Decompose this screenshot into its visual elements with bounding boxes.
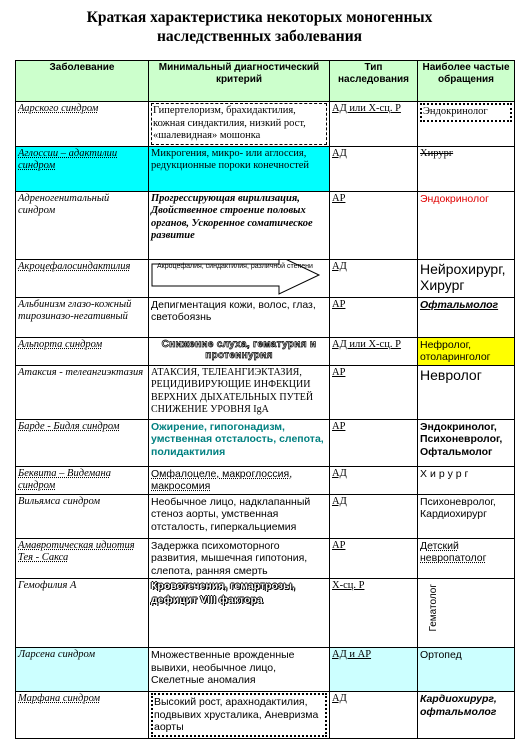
specialist-cell: Психоневролог, Кардиохирург: [418, 494, 515, 538]
specialist-cell: Гематолог: [418, 579, 515, 648]
criteria-cell: Депигментация кожи, волос, глаз, светобоязнь: [149, 297, 330, 337]
criteria-cell: Необычное лицо, надклапанный стеноз аорты, умственная отсталость, гиперкальциемия: [149, 494, 330, 538]
criteria-cell: Прогрессирующая вирилизация, Двойственное строение половых органов, Ускоренное соматическое развитие: [149, 191, 330, 259]
page-title: [0, 8, 519, 46]
specialist-cell: Нефролог, отоларинголог: [418, 337, 515, 365]
inheritance-cell: АД и АР: [330, 648, 418, 692]
table-row: [16, 191, 515, 259]
header-specialist: Наиболее частые обращения: [418, 61, 515, 102]
inheritance-cell: АД: [330, 494, 418, 538]
table-row: [16, 648, 515, 692]
specialist-cell: Хирург: [418, 146, 515, 191]
specialist-cell: Эндокринолог: [418, 102, 515, 147]
criteria-cell: Омфалоцеле, макроглоссия, макросомия: [149, 466, 330, 494]
criteria-cell: Кровотечения, гемартрозы, дефицит VIII фактора: [149, 579, 330, 648]
inheritance-cell: АР: [330, 365, 418, 419]
disease-cell: Адреногенитальный синдром: [16, 191, 149, 259]
disease-cell: Аарского синдром: [16, 102, 149, 147]
header-inheritance: Тип наследования: [330, 61, 418, 102]
title-line-1: Краткая характеристика некоторых моногенных: [86, 9, 433, 26]
disease-cell: Акроцефалосиндактилия: [16, 259, 149, 297]
specialist-cell: Офтальмолог: [418, 297, 515, 337]
specialist-cell: Детский невропатолог: [418, 538, 515, 579]
criteria-cell: [149, 259, 330, 297]
inheritance-cell: АД: [330, 259, 418, 297]
inheritance-cell: АР: [330, 419, 418, 466]
criteria-cell: Снижение слуха, гематурия и протеинурия: [149, 337, 330, 365]
disease-cell: Атаксия - телеангиэктазия: [16, 365, 149, 419]
table-row: [16, 259, 515, 297]
arrow-callout-text: Акроцефалия, синдактилия, различной степени: [157, 262, 313, 270]
disease-cell: Барде - Бидля синдром: [16, 419, 149, 466]
diseases-table: [15, 60, 515, 739]
header-disease: Заболевание: [16, 61, 149, 102]
inheritance-cell: АД: [330, 466, 418, 494]
inheritance-cell: АР: [330, 191, 418, 259]
table-row: [16, 692, 515, 739]
inheritance-cell: АР: [330, 538, 418, 579]
disease-cell: Гемофилия А: [16, 579, 149, 648]
table-row: [16, 297, 515, 337]
table-row: [16, 579, 515, 648]
inheritance-cell: АД: [330, 146, 418, 191]
specialist-cell: Кардиохирург, офтальмолог: [418, 692, 515, 739]
header-criteria: Минимальный диагностический критерий: [149, 61, 330, 102]
inheritance-cell: АД или Х-сц. Р: [330, 102, 418, 147]
specialist-cell: Эндокринолог, Психоневролог, Офтальмолог: [418, 419, 515, 466]
title-line-2: наследственных заболевания: [156, 28, 363, 45]
header-row: [16, 61, 515, 102]
disease-cell: Альпорта синдром: [16, 337, 149, 365]
table-row: [16, 146, 515, 191]
criteria-cell: Высокий рост, арахнодактилия, подвывих хрусталика, Аневризма аорты: [149, 692, 330, 739]
table-row: [16, 365, 515, 419]
table-row: [16, 102, 515, 147]
specialist-cell: Эндокринолог: [418, 191, 515, 259]
criteria-cell: Задержка психомоторного развития, мышечная гипотония, слепота, ранняя смерть: [149, 538, 330, 579]
inheritance-cell: АР: [330, 297, 418, 337]
disease-cell: Амавротическая идиотия Тея - Сакса: [16, 538, 149, 579]
disease-cell: Альбинизм глазо-кожный тирозиназо-негативный: [16, 297, 149, 337]
criteria-cell: АТАКСИЯ, ТЕЛЕАНГИЭКТАЗИЯ, РЕЦИДИВИРУЮЩИЕ ИНФЕКЦИИ ВЕРХНИХ ДЫХАТЕЛЬНЫХ ПУТЕЙ СНИЖЕНИЕ УРОВНЯ IgA: [149, 365, 330, 419]
criteria-cell: Ожирение, гипогонадизм, умственная отсталость, слепота, полидактилия: [149, 419, 330, 466]
specialist-cell: Хирург: [418, 466, 515, 494]
inheritance-cell: АД: [330, 692, 418, 739]
criteria-cell: Гипертелоризм, брахидактилия, кожная синдактилия, низкий рост, «шалевидная» мошонка: [149, 102, 330, 147]
table-row: [16, 419, 515, 466]
inheritance-cell: АД или Х-сц. Р: [330, 337, 418, 365]
disease-cell: Марфана синдром: [16, 692, 149, 739]
table-row: [16, 538, 515, 579]
disease-cell: Ларсена синдром: [16, 648, 149, 692]
specialist-cell: Нейрохирург, Хирург: [418, 259, 515, 297]
disease-cell: Вильямса синдром: [16, 494, 149, 538]
disease-cell: Беквита – Видемана синдром: [16, 466, 149, 494]
specialist-cell: Ортопед: [418, 648, 515, 692]
specialist-cell: Невролог: [418, 365, 515, 419]
inheritance-cell: Х-сц. Р: [330, 579, 418, 648]
criteria-cell: Множественные врожденные вывихи, необычное лицо, Скелетные аномалия: [149, 648, 330, 692]
disease-cell: Аглоссии – адактилии синдром: [16, 146, 149, 191]
table-row: [16, 494, 515, 538]
arrow-callout: [151, 261, 327, 291]
criteria-cell: Микрогения, микро- или аглоссия, редукционные пороки конечностей: [149, 146, 330, 191]
table-row: [16, 466, 515, 494]
table-row: [16, 337, 515, 365]
